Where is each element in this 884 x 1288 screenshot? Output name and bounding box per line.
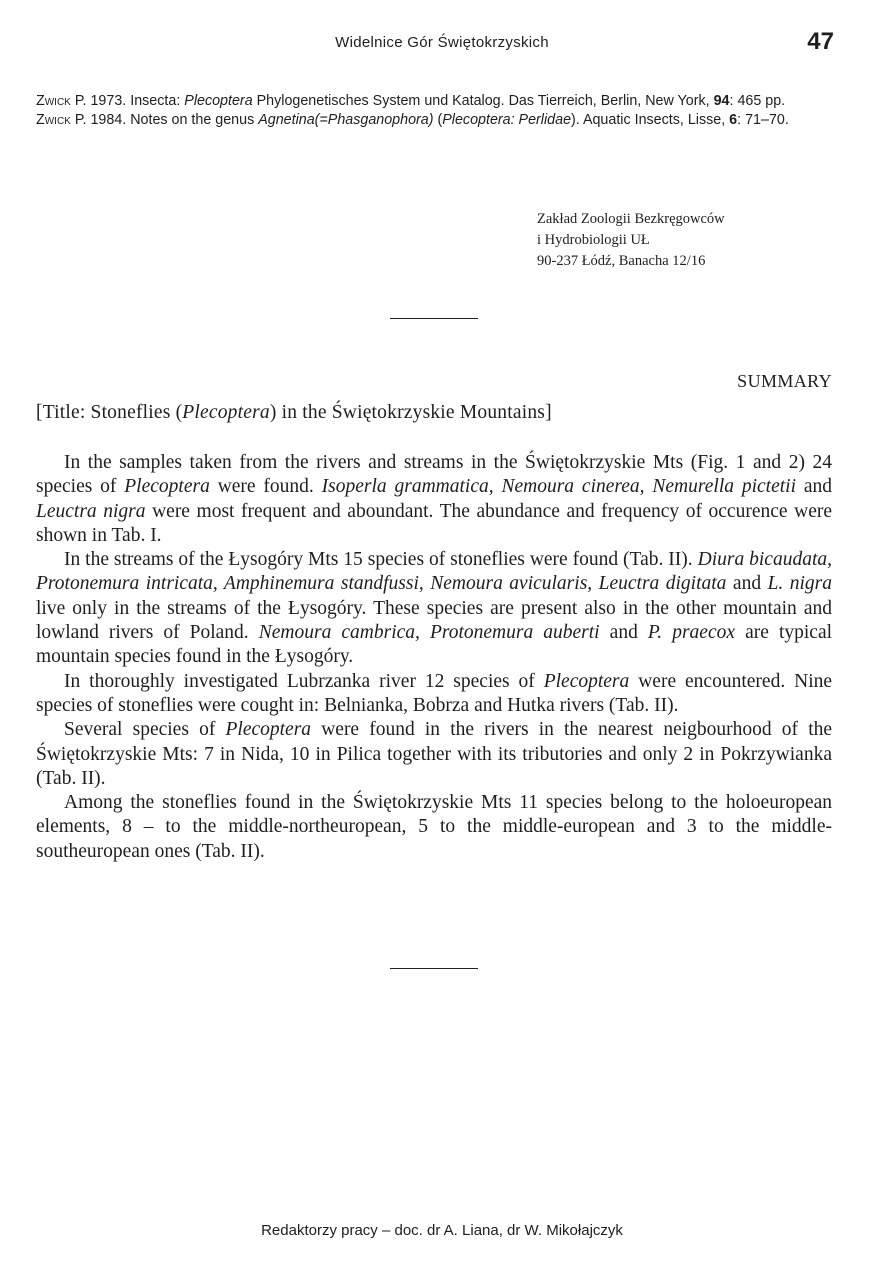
summary-paragraph: In thoroughly investigated Lubrzanka river 12 species of Plecoptera were encountered. Nine species of stoneflies were cought in: Belnianka, Bobrza and Hutka rivers (Tab. II).: [36, 670, 833, 716]
reference-item: Zwick P. 1973. Insecta: Plecoptera Phylogenetisches System und Katalog. Das Tierreich, Berlin, New York, 94: 465 pp.: [36, 93, 786, 109]
reference-year: 1973.: [90, 93, 127, 109]
editors-credit: Redaktorzy pracy – doc. dr A. Liana, dr W. Mikołajczyk: [261, 1222, 623, 1239]
english-title: [Title: Stoneflies (Plecoptera) in the Świętokrzyskie Mountains]: [36, 402, 552, 423]
summary-paragraph: In the streams of the Łysogóry Mts 15 species of stoneflies were found (Tab. II). Diura bicaudata, Protonemura intricata, Amphinemura standfussi, Nemoura avicularis, Leuctra digitata and L. nigra live only in the streams of the Łysogóry. These species are present also in the other mountain and lowland rivers of Poland. Nemoura cambrica, Protonemura auberti and P. praecox are typical mountain species found in the Łysogóry.: [36, 549, 833, 668]
reference-item: Zwick P. 1984. Notes on the genus Agnetina(=Phasganophora) (Plecoptera: Perlidae). Aquatic Insects, Lisse, 6: 71–70.: [36, 112, 789, 128]
reference-taxon: Agnetina: [258, 112, 315, 128]
reference-volume: 94: [713, 93, 730, 109]
reference-author: Zwick P.: [36, 112, 87, 128]
author-affiliation: Zakład Zoologii Bezkręgowców i Hydrobiologii UŁ 90-237 Łódź, Banacha 12/16: [537, 211, 725, 269]
page-number: 47: [807, 28, 834, 55]
reference-taxon: Plecoptera: [184, 93, 253, 109]
summary-body: [36, 451, 832, 864]
reference-year: 1984.: [90, 112, 127, 128]
reference-list: [36, 92, 844, 130]
summary-paragraph: In the samples taken from the rivers and streams in the Świętokrzyskie Mts (Fig. 1 and 2) 24 species of Plecoptera were found. Isoperla grammatica, Nemoura cinerea, Nemurella pictetii and Leuctra nigra were most frequent and aboundant. The abundance and frequency of occurence were shown in Tab. I.: [36, 452, 833, 546]
summary-heading: SUMMARY: [737, 371, 832, 391]
summary-paragraph: Several species of Plecoptera were found in the rivers in the nearest neigbourhood of the Świętokrzyskie Mts: 7 in Nida, 10 in Pilica together with its tributories and only 2 in Pokrzywianka (Tab. II).: [36, 719, 833, 789]
reference-author: Zwick P.: [36, 93, 87, 109]
summary-paragraph: Among the stoneflies found in the Świętokrzyskie Mts 11 species belong to the holoeuropean elements, 8 – to the middle-northeuropean, 5 to the middle-european and 3 to the middle-southeuropean ones (Tab. II).: [36, 792, 832, 862]
section-divider: [390, 318, 478, 319]
running-title: Widelnice Gór Świętokrzyskich: [335, 34, 549, 51]
reference-volume: 6: [729, 112, 738, 128]
section-divider: [390, 968, 478, 969]
